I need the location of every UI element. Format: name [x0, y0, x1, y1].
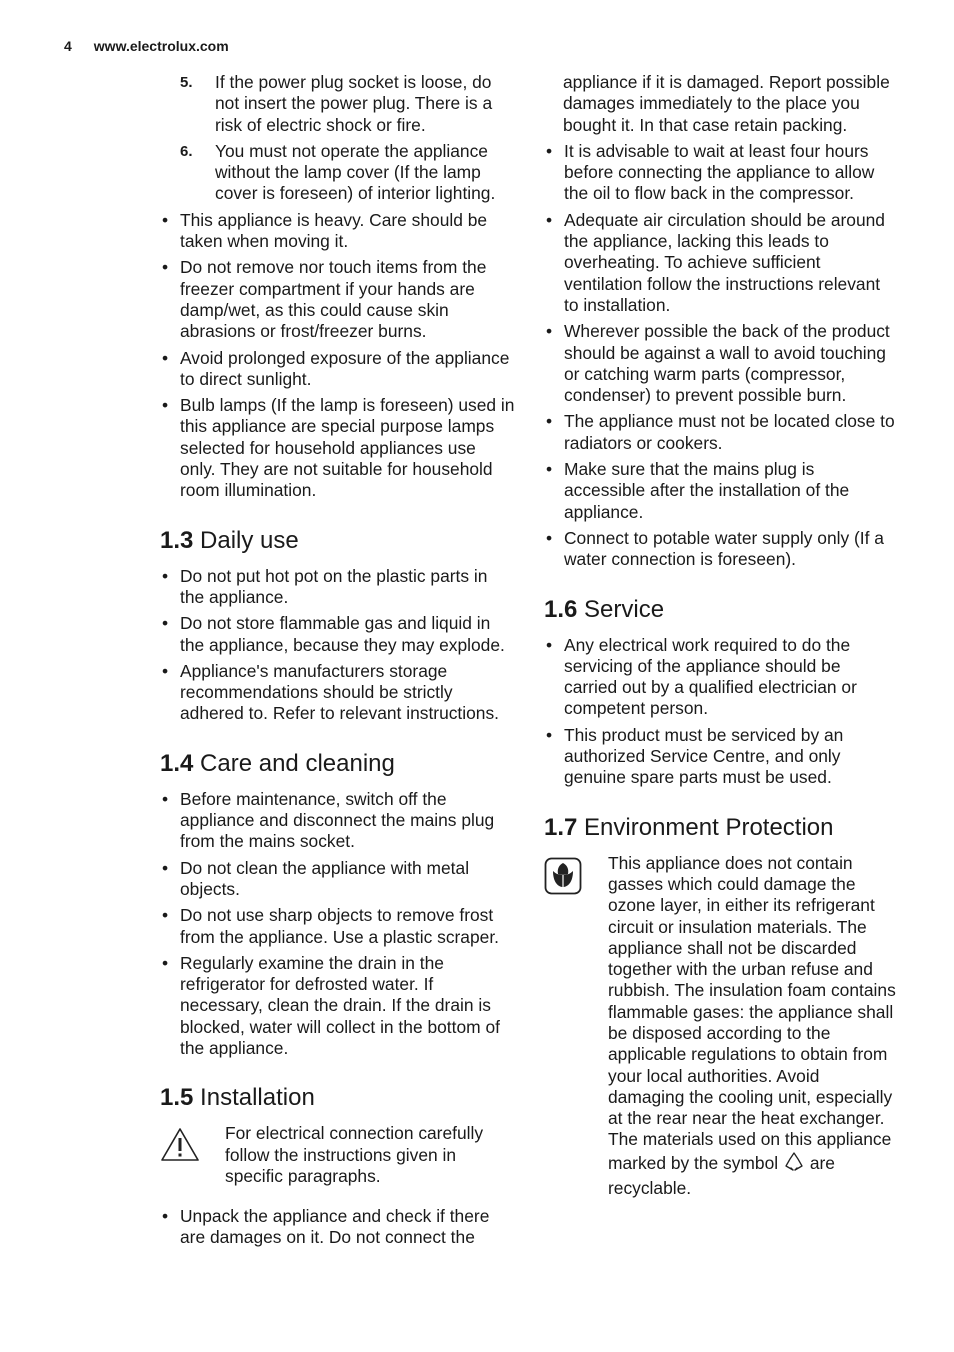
- list-item: • The appliance must not be located close to radiators or cookers.: [544, 411, 896, 454]
- numbered-list: [160, 72, 516, 205]
- list-item: • Any electrical work required to do the servicing of the appliance should be carried out by a qualified electrician or competent person.: [544, 635, 896, 720]
- list-item: • Appliance's manufacturers storage recommendations should be strictly adhered to. Refer to relevant instructions.: [160, 661, 516, 725]
- bullet-list: [544, 635, 896, 789]
- list-item: • It is advisable to wait at least four hours before connecting the appliance to allow the oil to flow back in the compressor.: [544, 141, 896, 205]
- warning-triangle-icon: [160, 1123, 225, 1168]
- list-item: • Bulb lamps (If the lamp is foreseen) used in this appliance are special purpose lamps selected for household appliances use only. They are not suitable for household room illumination.: [160, 395, 516, 501]
- section-heading-1-7: 1.7 Environment Protection: [544, 813, 834, 841]
- list-item: • Do not put hot pot on the plastic parts in the appliance.: [160, 566, 516, 609]
- bullet-list: [544, 141, 896, 571]
- page-number: 4: [64, 38, 72, 54]
- left-column: [160, 72, 516, 1254]
- list-item: • Avoid prolonged exposure of the appliance to direct sunlight.: [160, 348, 516, 391]
- list-item: • Before maintenance, switch off the appliance and disconnect the mains plug from the mains socket.: [160, 789, 516, 853]
- list-item: • Make sure that the mains plug is accessible after the installation of the appliance.: [544, 459, 896, 523]
- list-item: 6. You must not operate the appliance without the lamp cover (If the lamp cover is foreseen) of interior lighting.: [180, 140, 496, 204]
- warning-text: For electrical connection carefully follow the instructions given in specific paragraphs.: [225, 1123, 484, 1186]
- section-heading-1-3: 1.3 Daily use: [160, 526, 299, 554]
- environment-note: [544, 853, 896, 1200]
- list-item: • Adequate air circulation should be around the appliance, lacking this leads to overheating. To achieve sufficient ventilation follow the instructions relevant to installation.: [544, 210, 896, 316]
- list-item: • Do not clean the appliance with metal objects.: [160, 858, 516, 901]
- list-item: • This appliance is heavy. Care should be taken when moving it.: [160, 210, 516, 253]
- bullet-list: [160, 210, 516, 502]
- list-item: • Regularly examine the drain in the refrigerator for defrosted water. If necessary, clean the drain. If the drain is blocked, water will collect in the bottom of the appliance.: [160, 953, 516, 1059]
- list-item: • Wherever possible the back of the product should be against a wall to avoid touching or catching warm parts (compressor, condenser) to prevent possible burn.: [544, 321, 896, 406]
- warning-note: [160, 1123, 516, 1187]
- page-header: [64, 38, 229, 54]
- list-item: • Do not store flammable gas and liquid in the appliance, because they may explode.: [160, 613, 516, 656]
- bullet-list: [160, 566, 516, 725]
- continued-paragraph: appliance if it is damaged. Report possible damages immediately to the place you bought it. In that case retain packing.: [563, 72, 890, 135]
- section-heading-1-4: 1.4 Care and cleaning: [160, 749, 395, 777]
- environment-text: This appliance does not contain gasses which could damage the ozone layer, in either its refrigerant circuit or insulation materials. The appliance shall not be discarded together with the urban refuse and rubbish. The insulation foam contains flammable gases: the appliance shall be disposed according to the applicable regulations to obtain from your local authorities. Avoid damaging the cooling unit, especially at the rear near the heat exchanger. The materials used on this appliance marked by the symbol are recyclable.: [608, 852, 896, 1199]
- list-item: • Connect to potable water supply only (If a water connection is foreseen).: [544, 528, 896, 571]
- bullet-list: [160, 1206, 516, 1249]
- recycle-icon: [783, 1151, 805, 1178]
- environment-leaf-icon: [544, 853, 608, 900]
- site-url: www.electrolux.com: [93, 38, 229, 54]
- right-column: [544, 72, 896, 1199]
- list-item: • Unpack the appliance and check if there are damages on it. Do not connect the: [160, 1206, 516, 1249]
- list-item: 5. If the power plug socket is loose, do not insert the power plug. There is a risk of electric shock or fire.: [180, 72, 493, 135]
- bullet-list: [160, 789, 516, 1060]
- list-item: • This product must be serviced by an authorized Service Centre, and only genuine spare parts must be used.: [544, 725, 896, 789]
- list-item: • Do not remove nor touch items from the freezer compartment if your hands are damp/wet, as this could cause skin abrasions or frost/freezer burns.: [160, 257, 516, 342]
- section-heading-1-6: 1.6 Service: [544, 595, 665, 623]
- list-item: • Do not use sharp objects to remove frost from the appliance. Use a plastic scraper.: [160, 905, 516, 948]
- section-heading-1-5: 1.5 Installation: [160, 1084, 315, 1112]
